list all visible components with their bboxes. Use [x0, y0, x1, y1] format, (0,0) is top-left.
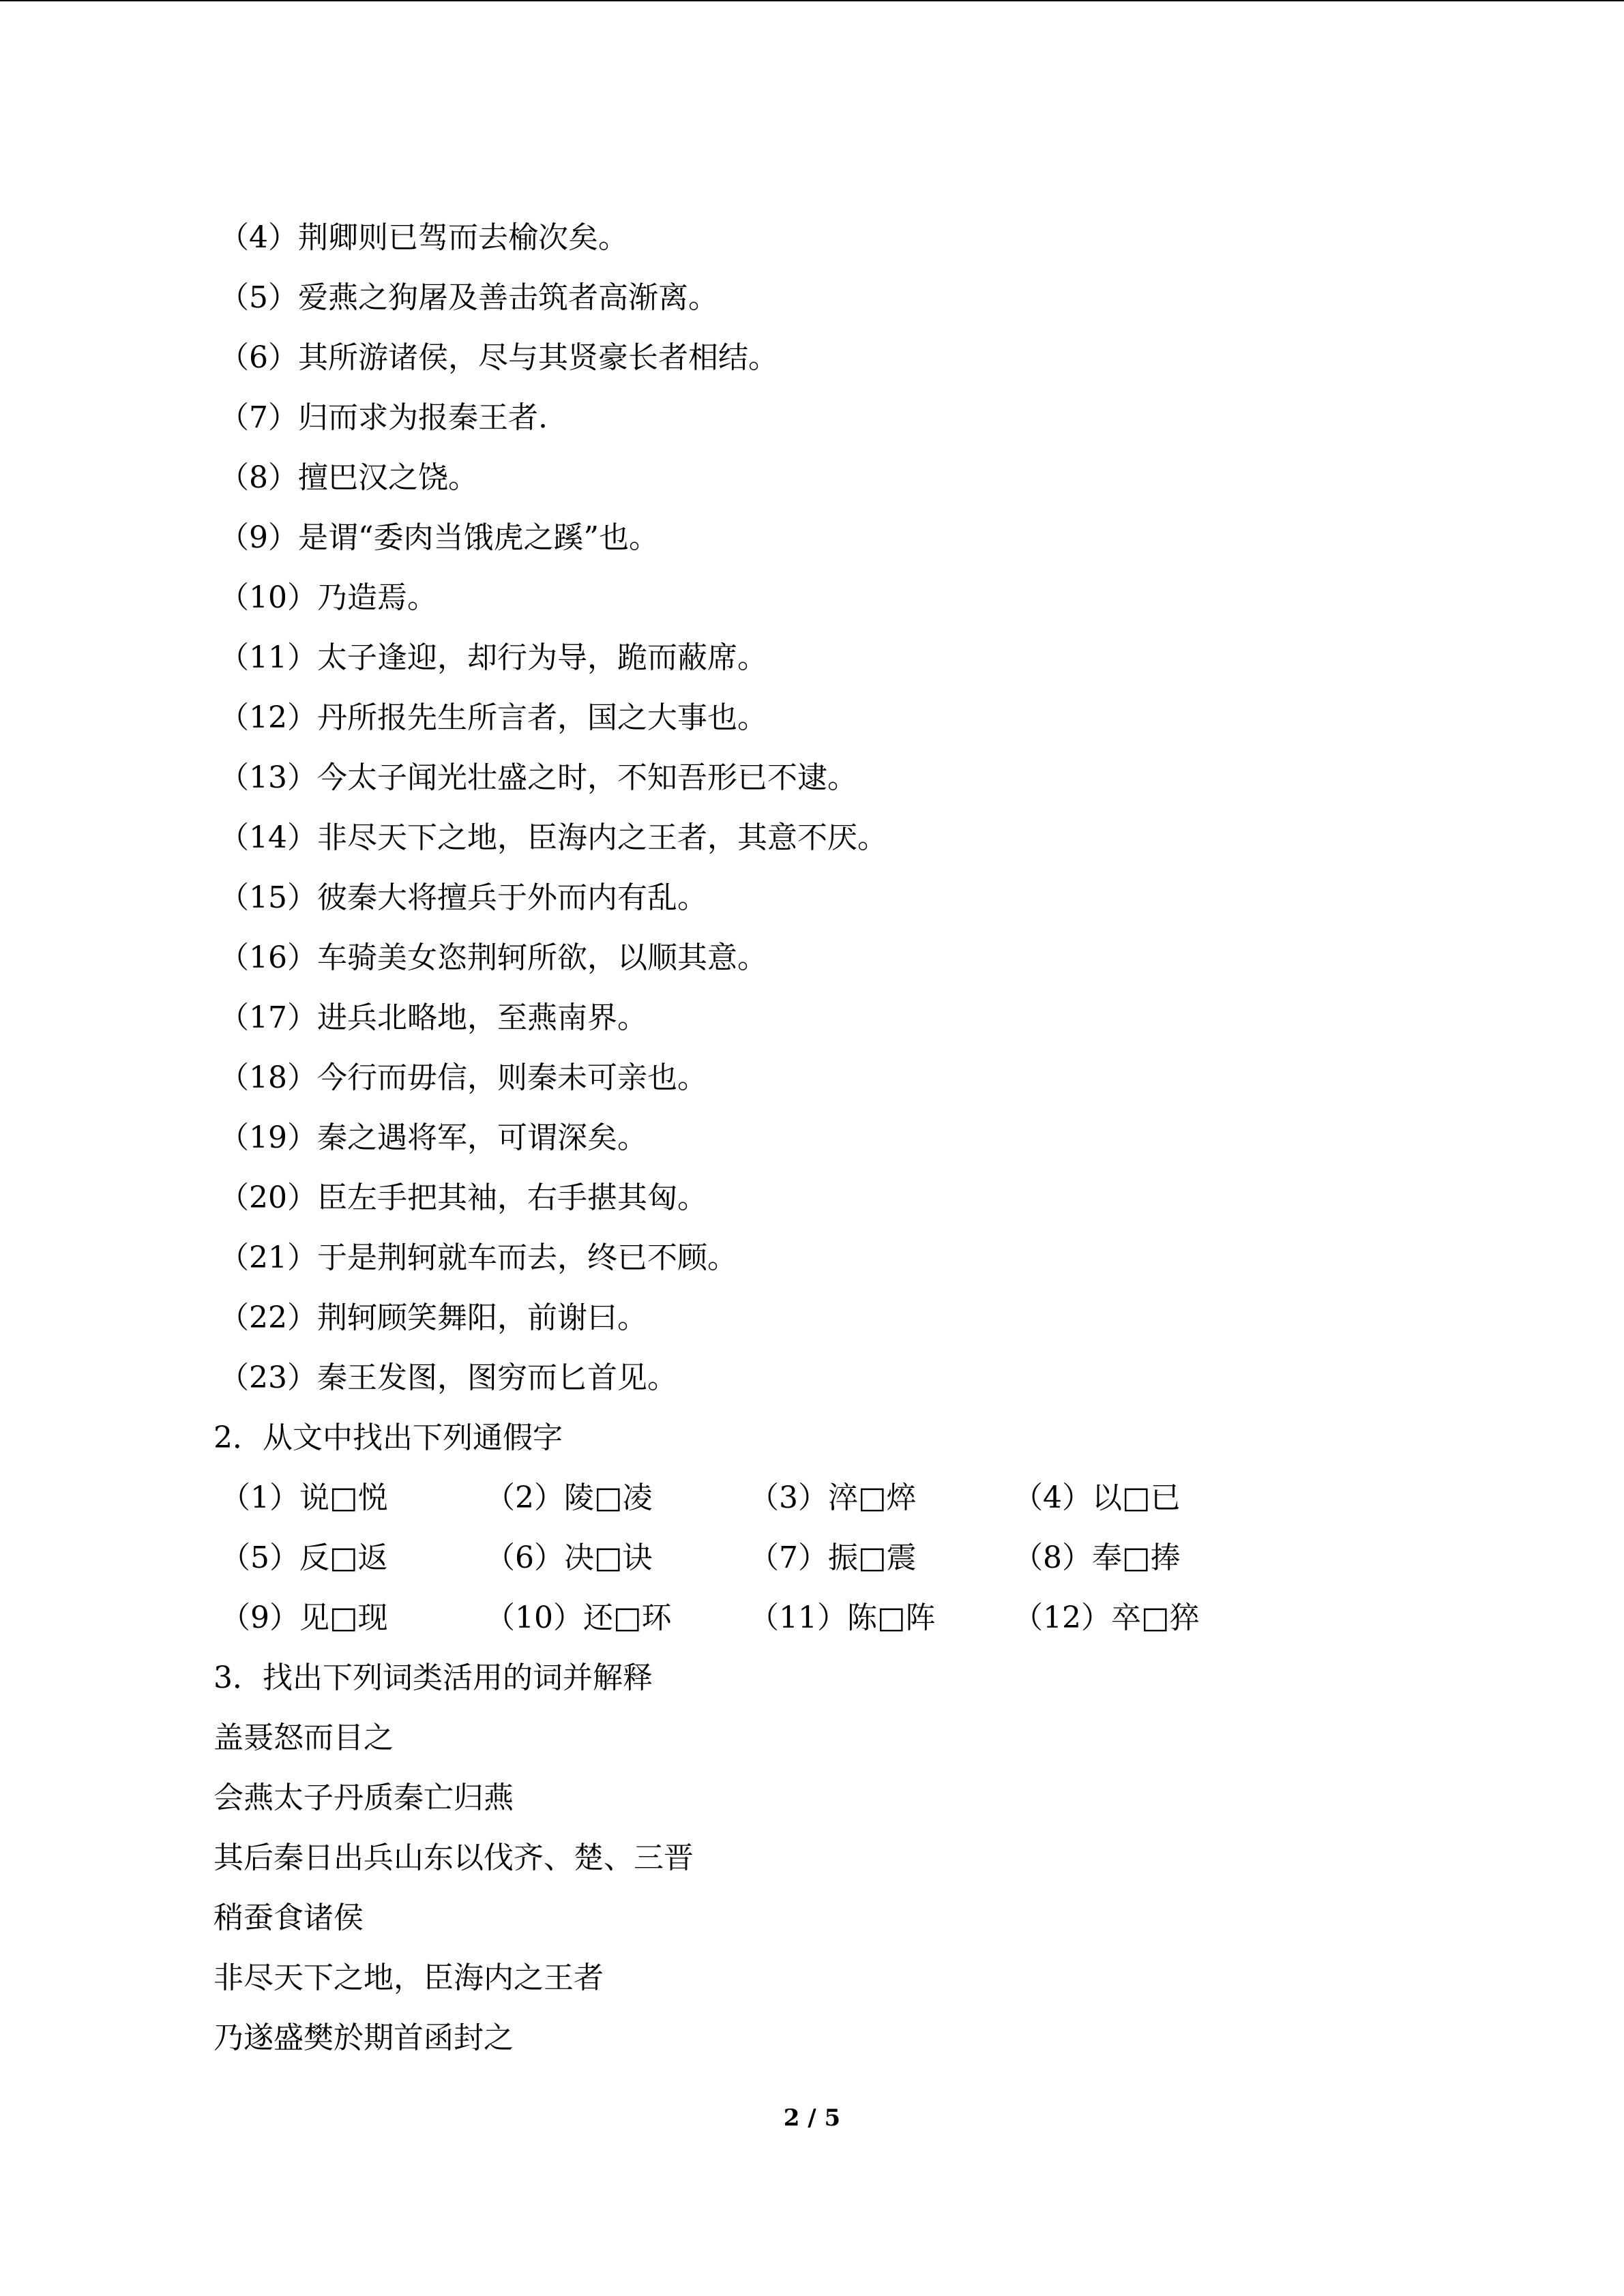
- word-class-list: [213, 1708, 1441, 2068]
- word-class-item: 盖聂怒而目之: [213, 1720, 394, 1755]
- section-heading-tongjia: 2．从文中找出下列通假字: [213, 1420, 563, 1455]
- section-heading-word-class: 3．找出下列词类活用的词并解释: [213, 1660, 653, 1695]
- sentence-list: [213, 208, 1441, 1408]
- sentence-item: （8）擅巴汉之饶。: [219, 460, 478, 495]
- tongjia-item: （6）决□诀: [485, 1540, 653, 1575]
- sentence-item: （18）今行而毋信，则秦未可亲也。: [219, 1060, 707, 1095]
- sentence-item: （19）秦之遇将军，可谓深矣。: [219, 1120, 647, 1155]
- sentence-item: （15）彼秦大将擅兵于外而内有乱。: [219, 880, 707, 915]
- tongjia-item: （5）反□返: [220, 1540, 388, 1575]
- tongjia-row: [213, 1588, 1441, 1648]
- tongjia-item: （8）奉□捧: [1013, 1540, 1181, 1575]
- page-number: 2 / 5: [783, 2104, 841, 2132]
- tongjia-item: （2）陵□凌: [485, 1480, 653, 1515]
- sentence-item: （5）爱燕之狗屠及善击筑者高渐离。: [219, 280, 718, 315]
- word-class-item: 非尽天下之地，臣海内之王者: [213, 1960, 604, 1995]
- tongjia-row: [213, 1528, 1441, 1588]
- tongjia-item: （10）还□环: [485, 1600, 672, 1635]
- tongjia-item: （9）见□现: [220, 1600, 388, 1635]
- sentence-item: （16）车骑美女恣荆轲所欲，以顺其意。: [219, 940, 767, 975]
- sentence-item: （22）荆轲顾笑舞阳，前谢曰。: [219, 1300, 647, 1335]
- tongjia-item: （12）卒□猝: [1013, 1600, 1200, 1635]
- tongjia-item: （11）陈□阵: [749, 1600, 936, 1635]
- tongjia-row: [213, 1468, 1441, 1528]
- word-class-item: 会燕太子丹质秦亡归燕: [213, 1780, 514, 1815]
- sentence-item: （23）秦王发图，图穷而匕首见。: [219, 1360, 677, 1395]
- tongjia-item: （1）说□悦: [220, 1480, 388, 1515]
- tongjia-grid: [213, 1468, 1441, 1648]
- document-body: [213, 208, 1441, 2068]
- sentence-item: （4）荆卿则已驾而去榆次矣。: [219, 220, 628, 255]
- sentence-item: （9）是谓“委肉当饿虎之蹊”也。: [219, 520, 659, 555]
- sentence-item: （11）太子逢迎，却行为导，跪而蔽席。: [219, 640, 767, 675]
- sentence-item: （21）于是荆轲就车而去，终已不顾。: [219, 1240, 737, 1275]
- word-class-item: 其后秦日出兵山东以伐齐、楚、三晋: [213, 1840, 694, 1875]
- sentence-item: （20）臣左手把其袖，右手揕其匈。: [219, 1180, 707, 1215]
- word-class-item: 稍蚕食诸侯: [213, 1900, 364, 1935]
- sentence-item: （10）乃造焉。: [219, 580, 437, 615]
- sentence-item: （6）其所游诸侯，尽与其贤豪长者相结。: [219, 340, 778, 375]
- top-border: [0, 0, 1624, 1]
- tongjia-item: （4）以□已: [1013, 1480, 1181, 1515]
- tongjia-item: （3）淬□焠: [749, 1480, 917, 1515]
- word-class-item: 乃遂盛樊於期首函封之: [213, 2021, 514, 2055]
- sentence-item: （14）非尽天下之地，臣海内之王者，其意不厌。: [219, 820, 887, 855]
- tongjia-item: （7）振□震: [749, 1540, 917, 1575]
- sentence-item: （12）丹所报先生所言者，国之大事也。: [219, 700, 767, 735]
- sentence-item: （17）进兵北略地，至燕南界。: [219, 1000, 647, 1035]
- sentence-item: （13）今太子闻光壮盛之时，不知吾形已不逮。: [219, 760, 857, 795]
- sentence-item: （7）归而求为报秦王者.: [219, 400, 548, 435]
